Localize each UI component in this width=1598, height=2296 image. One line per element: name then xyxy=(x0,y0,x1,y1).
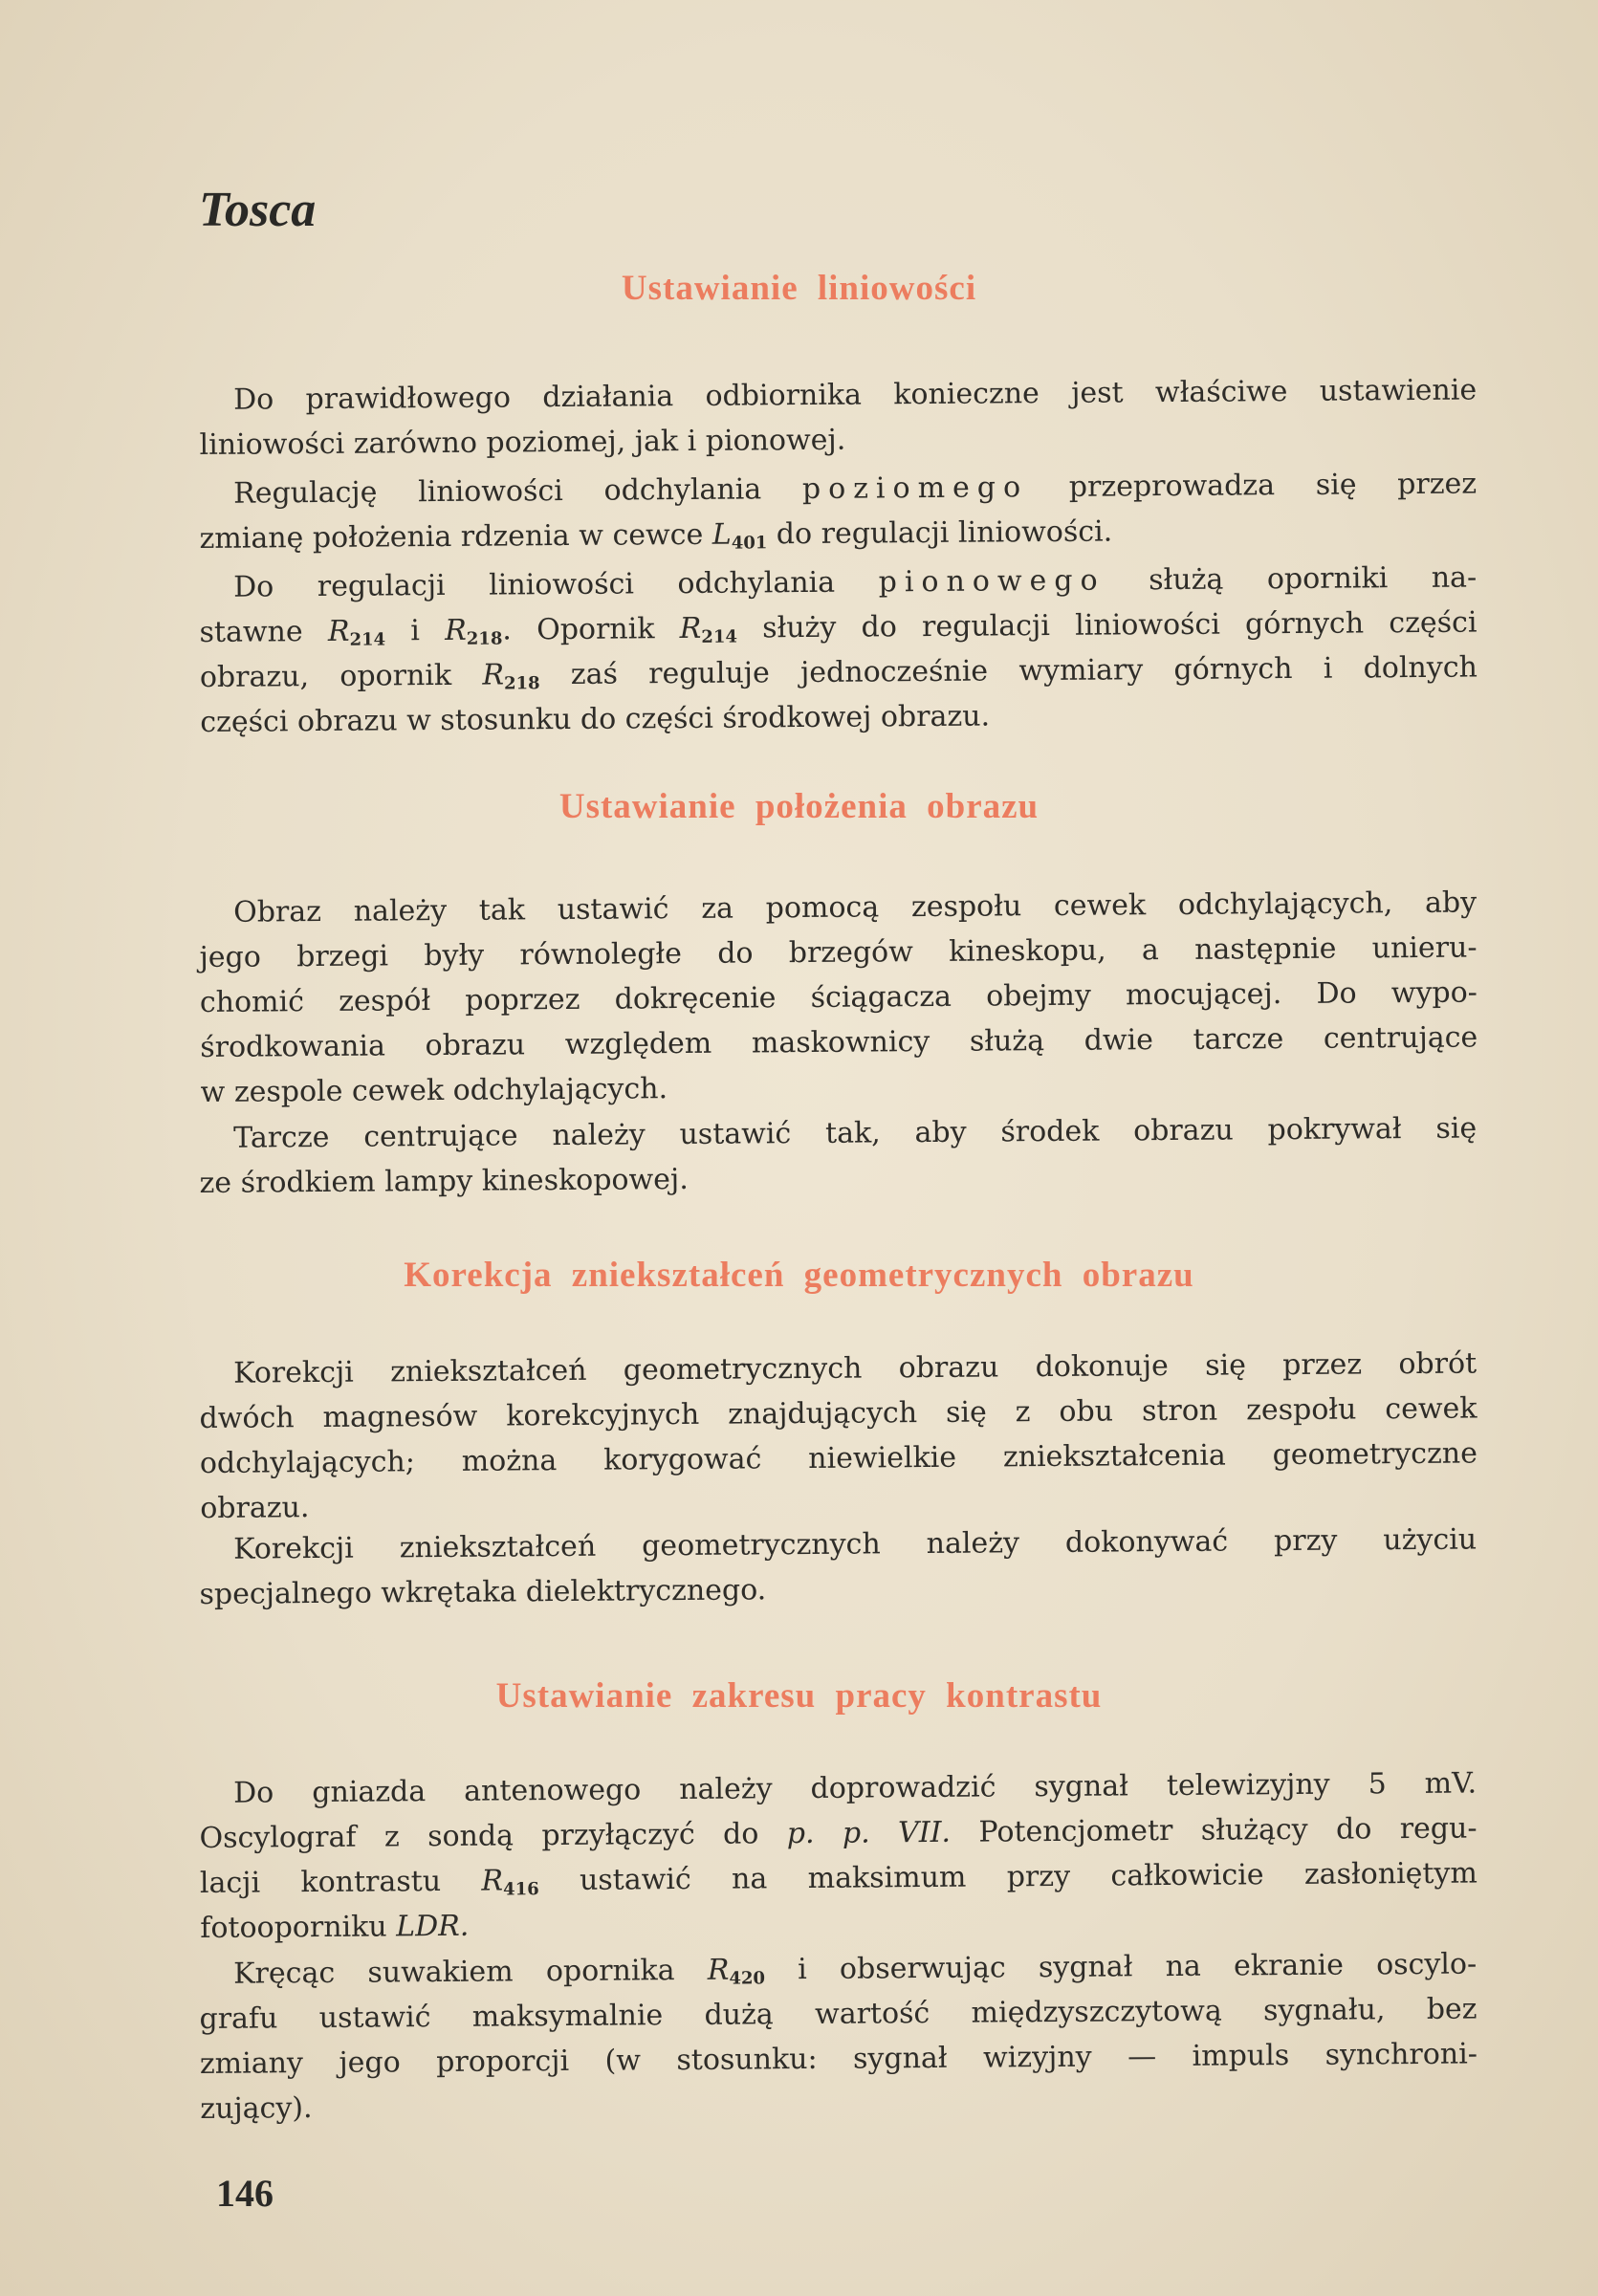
section-heading: Korekcja zniekształceń geometrycznych obrazu xyxy=(404,1256,1194,1295)
text-run: odchylających; można korygować niewielkie zniekształcenia geometryczne xyxy=(199,1436,1478,1480)
text-run: zaś reguluje jednocześnie wymiary górnych i dolnych xyxy=(539,650,1478,692)
paragraph xyxy=(199,1342,1478,1531)
paragraph xyxy=(199,556,1478,745)
text-run: Obraz należy tak ustawić za pomocą zespołu cewek odchylających, aby xyxy=(233,886,1478,929)
text-run: liniowości zarówno poziomej, jak i pionowej. xyxy=(199,423,846,462)
component-symbol xyxy=(327,614,386,650)
paragraph xyxy=(199,881,1478,1115)
symbol-letter: R xyxy=(679,611,702,646)
symbol-subscript: 218 xyxy=(466,628,503,649)
text-run: służą oporniki na- xyxy=(1105,560,1478,598)
text-run: obrazu. xyxy=(200,1491,310,1525)
symbol-letter: R xyxy=(445,613,467,647)
text-run: jego brzegi były równoległe do brzegów kineskopu, a następnie unieru- xyxy=(199,930,1478,974)
text-run: i obserwując sygnał na ekranie oscylo- xyxy=(764,1947,1478,1987)
text-run: zmiany jego proporcji (w stosunku: sygnał wizyjny — impuls synchroni- xyxy=(199,2037,1478,2081)
text-run: obrazu, opornik xyxy=(199,658,483,694)
paragraph xyxy=(199,1942,1478,2132)
text-run: części obrazu w stosunku do części środkowej obrazu. xyxy=(200,699,991,739)
symbol-subscript: 218 xyxy=(503,673,540,694)
text-run: specjalnego wkrętaka dielektrycznego. xyxy=(199,1573,767,1611)
text-run: stawne xyxy=(199,614,329,649)
paragraph xyxy=(199,1106,1478,1206)
symbol-letter: R xyxy=(327,614,350,648)
symbol-subscript: 401 xyxy=(731,533,768,554)
text-run: Do prawidłowego działania odbiornika konieczne jest właściwe ustawienie xyxy=(233,373,1478,417)
spaced-emphasis: poziomego xyxy=(801,470,1029,507)
spaced-emphasis: pionowego xyxy=(878,563,1105,600)
symbol-subscript: 416 xyxy=(503,1879,539,1900)
text-line xyxy=(200,690,1478,745)
component-symbol xyxy=(481,1864,539,1900)
text-run: służy do regulacji liniowości górnych części xyxy=(736,605,1478,645)
text-run: Do gniazda antenowego należy doprowadzić sygnał telewizyjny 5 mV. xyxy=(233,1766,1478,1810)
section-heading: Ustawianie liniowości xyxy=(621,269,977,308)
paragraph xyxy=(199,462,1478,561)
text-run: przeprowadza się przez xyxy=(1027,467,1478,505)
text-run: Tarcze centrujące należy ustawić tak, aby środek obrazu pokrywał się xyxy=(233,1111,1478,1155)
text-run: Oscylograf z sondą przyłączyć do xyxy=(199,1817,787,1855)
text-line xyxy=(199,413,1477,468)
text-run: dwóch magnesów korekcyjnych znajdujących się z obu stron zespołu cewek xyxy=(199,1391,1478,1435)
text-run: Korekcji zniekształceń geometrycznych obrazu dokonuje się przez obrót xyxy=(233,1346,1478,1390)
text-line xyxy=(199,1563,1477,1617)
text-run: Korekcji zniekształceń geometrycznych należy dokonywać przy użyciu xyxy=(233,1522,1478,1566)
text-run: do regulacji liniowości. xyxy=(767,514,1113,552)
italic-text: p. p. VII. xyxy=(786,1815,952,1851)
symbol-subscript: 214 xyxy=(349,629,386,650)
text-run: Kręcąc suwakiem opornika xyxy=(233,1953,708,1991)
paragraph xyxy=(199,1518,1478,1617)
text-run: fotooporniku xyxy=(200,1910,397,1945)
text-run: Regulację liniowości odchylania xyxy=(233,472,803,511)
component-symbol xyxy=(711,517,768,554)
text-run: . Opornik xyxy=(502,612,680,647)
paragraph xyxy=(199,1761,1478,1951)
component-symbol xyxy=(680,612,737,645)
text-line xyxy=(199,507,1477,561)
text-run: w zespole cewek odchylających. xyxy=(200,1072,668,1109)
italic-text: LDR. xyxy=(396,1909,470,1944)
symbol-subscript: 420 xyxy=(729,1968,766,1989)
text-run: zujący). xyxy=(200,2091,313,2126)
paragraph xyxy=(199,368,1478,468)
component-symbol xyxy=(707,1953,766,1989)
page-number: 146 xyxy=(216,2172,274,2215)
text-run: środkowania obrazu względem maskownicy służą dwie tarcze centrujące xyxy=(200,1020,1478,1064)
symbol-letter: R xyxy=(482,658,505,692)
running-title: Tosca xyxy=(199,183,317,237)
text-run: chomić zespół poprzez dokręcenie ściągacza obejmy mocującej. Do wypo- xyxy=(199,975,1478,1019)
symbol-subscript: 214 xyxy=(701,626,738,647)
component-symbol xyxy=(482,658,540,694)
text-run: Potencjometr służący do regu- xyxy=(950,1811,1478,1849)
symbol-letter: R xyxy=(481,1864,504,1898)
text-run: zmianę położenia rdzenia w cewce xyxy=(199,517,712,556)
symbol-letter: R xyxy=(707,1953,730,1987)
text-run: Do regulacji liniowości odchylania xyxy=(233,565,879,604)
text-run: ustawić na maksimum przy całkowicie zasłoniętym xyxy=(538,1856,1478,1898)
text-line xyxy=(199,1151,1477,1206)
section-heading: Ustawianie położenia obrazu xyxy=(558,787,1040,826)
component-symbol xyxy=(445,614,502,647)
text-run: lacji kontrastu xyxy=(199,1864,482,1900)
symbol-letter: L xyxy=(711,517,732,552)
text-run: grafu ustawić maksymalnie dużą wartość międzyszczytową sygnału, bez xyxy=(199,1992,1478,2036)
text-run: ze środkiem lampy kineskopowej. xyxy=(199,1162,689,1200)
text-run: i xyxy=(384,613,446,648)
section-heading: Ustawianie zakresu pracy kontrastu xyxy=(495,1676,1103,1716)
